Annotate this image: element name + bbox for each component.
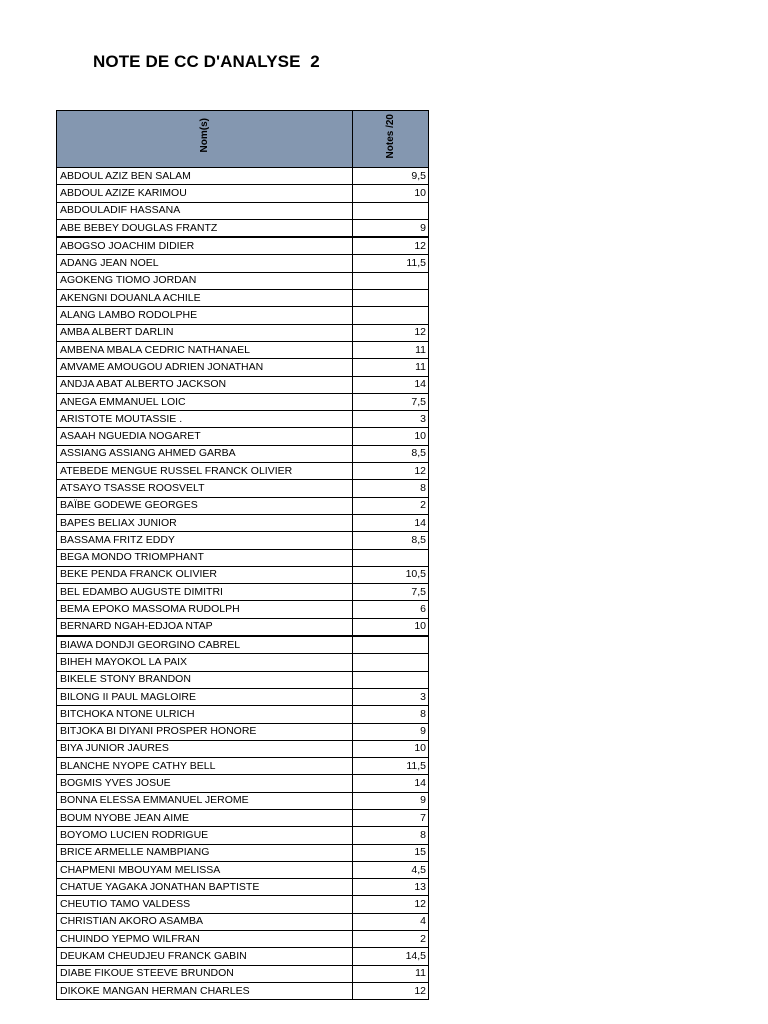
table-row [57, 463, 429, 480]
student-name-cell: ANEGA EMMANUEL LOIC [57, 393, 353, 410]
grade-cell: 8 [353, 706, 429, 723]
student-name-cell: AMBA ALBERT DARLIN [57, 324, 353, 341]
table-row [57, 237, 429, 255]
table-row [57, 740, 429, 757]
table-row [57, 896, 429, 913]
table-row [57, 827, 429, 844]
grade-cell: 13 [353, 879, 429, 896]
student-name-cell: BEKE PENDA FRANCK OLIVIER [57, 566, 353, 583]
grade-cell: 14,5 [353, 948, 429, 965]
student-name-cell: CHRISTIAN AKORO ASAMBA [57, 913, 353, 930]
grade-cell: 9 [353, 792, 429, 809]
grade-cell [353, 202, 429, 219]
grade-cell [353, 272, 429, 289]
student-name-cell: BAPES BELIAX JUNIOR [57, 514, 353, 531]
table-row [57, 202, 429, 219]
student-name-cell: ASSIANG ASSIANG AHMED GARBA [57, 445, 353, 462]
column-header-name-label: Nom(s) [199, 118, 210, 153]
grade-cell: 2 [353, 931, 429, 948]
table-row [57, 255, 429, 272]
grade-cell [353, 290, 429, 307]
student-name-cell: BOGMIS YVES JOSUE [57, 775, 353, 792]
grade-cell: 14 [353, 775, 429, 792]
table-row [57, 376, 429, 393]
student-name-cell: ASAAH NGUEDIA NOGARET [57, 428, 353, 445]
grade-cell: 14 [353, 514, 429, 531]
table-row [57, 688, 429, 705]
grade-cell: 8 [353, 827, 429, 844]
grade-cell: 8 [353, 480, 429, 497]
table-row [57, 706, 429, 723]
grade-cell: 3 [353, 688, 429, 705]
table-header-row [57, 111, 429, 168]
student-name-cell: ABDOUL AZIZE KARIMOU [57, 185, 353, 202]
grade-cell: 15 [353, 844, 429, 861]
student-name-cell: ABDOUL AZIZ BEN SALAM [57, 168, 353, 185]
student-name-cell: BEMA EPOKO MASSOMA RUDOLPH [57, 601, 353, 618]
table-row [57, 341, 429, 358]
student-name-cell: ANDJA ABAT ALBERTO JACKSON [57, 376, 353, 393]
grade-cell: 9,5 [353, 168, 429, 185]
column-header-name [57, 111, 353, 168]
table-row [57, 671, 429, 688]
grade-cell [353, 671, 429, 688]
grade-cell: 12 [353, 324, 429, 341]
student-name-cell: BEL EDAMBO AUGUSTE DIMITRI [57, 584, 353, 601]
table-row [57, 514, 429, 531]
student-name-cell: ABDOULADIF HASSANA [57, 202, 353, 219]
student-name-cell: BEGA MONDO TRIOMPHANT [57, 549, 353, 566]
grade-cell: 8,5 [353, 445, 429, 462]
table-row [57, 844, 429, 861]
student-name-cell: BERNARD NGAH-EDJOA NTAP [57, 618, 353, 636]
table-row [57, 497, 429, 514]
document-title: NOTE DE CC D'ANALYSE 2 [93, 52, 320, 71]
grade-cell: 7,5 [353, 393, 429, 410]
grade-cell: 11 [353, 341, 429, 358]
student-name-cell: ATSAYO TSASSE ROOSVELT [57, 480, 353, 497]
grade-cell: 12 [353, 237, 429, 255]
grade-cell: 11,5 [353, 255, 429, 272]
table-row [57, 584, 429, 601]
table-row [57, 393, 429, 410]
student-name-cell: BOUM NYOBE JEAN AIME [57, 809, 353, 826]
table-row [57, 879, 429, 896]
grade-cell: 11,5 [353, 758, 429, 775]
grade-cell: 9 [353, 219, 429, 237]
grade-cell: 7,5 [353, 584, 429, 601]
student-name-cell: DIKOKE MANGAN HERMAN CHARLES [57, 982, 353, 999]
table-body [57, 168, 429, 1000]
student-name-cell: BITJOKA BI DIYANI PROSPER HONORE [57, 723, 353, 740]
table-row [57, 549, 429, 566]
grade-cell: 12 [353, 463, 429, 480]
grade-cell: 11 [353, 359, 429, 376]
grade-cell [353, 654, 429, 671]
grade-cell: 6 [353, 601, 429, 618]
student-name-cell: BIHEH MAYOKOL LA PAIX [57, 654, 353, 671]
student-name-cell: BITCHOKA NTONE ULRICH [57, 706, 353, 723]
student-name-cell: BIKELE STONY BRANDON [57, 671, 353, 688]
table-row [57, 913, 429, 930]
grade-cell: 11 [353, 965, 429, 982]
table-row [57, 272, 429, 289]
grade-cell: 8,5 [353, 532, 429, 549]
table-row [57, 965, 429, 982]
student-name-cell: CHAPMENI MBOUYAM MELISSA [57, 861, 353, 878]
table-row [57, 775, 429, 792]
grade-cell: 10 [353, 740, 429, 757]
table-row [57, 307, 429, 324]
grade-cell: 10 [353, 618, 429, 636]
grade-cell [353, 636, 429, 654]
table-row [57, 948, 429, 965]
student-name-cell: DIABE FIKOUE STEEVE BRUNDON [57, 965, 353, 982]
student-name-cell: BASSAMA FRITZ EDDY [57, 532, 353, 549]
student-name-cell: ATEBEDE MENGUE RUSSEL FRANCK OLIVIER [57, 463, 353, 480]
table-row [57, 219, 429, 237]
grade-cell: 14 [353, 376, 429, 393]
grade-cell: 12 [353, 982, 429, 999]
column-header-note [353, 111, 429, 168]
table-row [57, 566, 429, 583]
grade-cell [353, 307, 429, 324]
student-name-cell: BILONG II PAUL MAGLOIRE [57, 688, 353, 705]
grade-cell: 3 [353, 411, 429, 428]
table-row [57, 654, 429, 671]
table-row [57, 428, 429, 445]
student-name-cell: BIAWA DONDJI GEORGINO CABREL [57, 636, 353, 654]
student-name-cell: BIYA JUNIOR JAURES [57, 740, 353, 757]
table-row [57, 618, 429, 636]
student-name-cell: AGOKENG TIOMO JORDAN [57, 272, 353, 289]
student-name-cell: ALANG LAMBO RODOLPHE [57, 307, 353, 324]
table-row [57, 290, 429, 307]
column-header-note-label: Notes /20 [385, 114, 396, 159]
table-row [57, 359, 429, 376]
table-row [57, 636, 429, 654]
table-row [57, 411, 429, 428]
student-name-cell: BRICE ARMELLE NAMBPIANG [57, 844, 353, 861]
table-row [57, 931, 429, 948]
table-row [57, 601, 429, 618]
table-row [57, 861, 429, 878]
table-row [57, 982, 429, 999]
student-name-cell: ADANG JEAN NOEL [57, 255, 353, 272]
grades-table [56, 110, 429, 1000]
table-row [57, 758, 429, 775]
student-name-cell: DEUKAM CHEUDJEU FRANCK GABIN [57, 948, 353, 965]
grade-cell [353, 549, 429, 566]
grade-cell: 4,5 [353, 861, 429, 878]
student-name-cell: BOYOMO LUCIEN RODRIGUE [57, 827, 353, 844]
grade-cell: 2 [353, 497, 429, 514]
table-row [57, 723, 429, 740]
table-row [57, 185, 429, 202]
table-row [57, 445, 429, 462]
table-row [57, 809, 429, 826]
student-name-cell: BONNA ELESSA EMMANUEL JEROME [57, 792, 353, 809]
grade-cell: 4 [353, 913, 429, 930]
student-name-cell: CHEUTIO TAMO VALDESS [57, 896, 353, 913]
student-name-cell: AMVAME AMOUGOU ADRIEN JONATHAN [57, 359, 353, 376]
grade-cell: 12 [353, 896, 429, 913]
grade-cell: 7 [353, 809, 429, 826]
table-row [57, 532, 429, 549]
student-name-cell: BAÏBE GODEWE GEORGES [57, 497, 353, 514]
grade-cell: 10,5 [353, 566, 429, 583]
student-name-cell: AKENGNI DOUANLA ACHILE [57, 290, 353, 307]
student-name-cell: BLANCHE NYOPE CATHY BELL [57, 758, 353, 775]
table-row [57, 480, 429, 497]
student-name-cell: AMBENA MBALA CEDRIC NATHANAEL [57, 341, 353, 358]
grade-cell: 9 [353, 723, 429, 740]
table-row [57, 324, 429, 341]
table-row [57, 168, 429, 185]
student-name-cell: ARISTOTE MOUTASSIE . [57, 411, 353, 428]
student-name-cell: CHUINDO YEPMO WILFRAN [57, 931, 353, 948]
student-name-cell: ABOGSO JOACHIM DIDIER [57, 237, 353, 255]
grade-cell: 10 [353, 185, 429, 202]
student-name-cell: ABE BEBEY DOUGLAS FRANTZ [57, 219, 353, 237]
student-name-cell: CHATUE YAGAKA JONATHAN BAPTISTE [57, 879, 353, 896]
table-row [57, 792, 429, 809]
grade-cell: 10 [353, 428, 429, 445]
